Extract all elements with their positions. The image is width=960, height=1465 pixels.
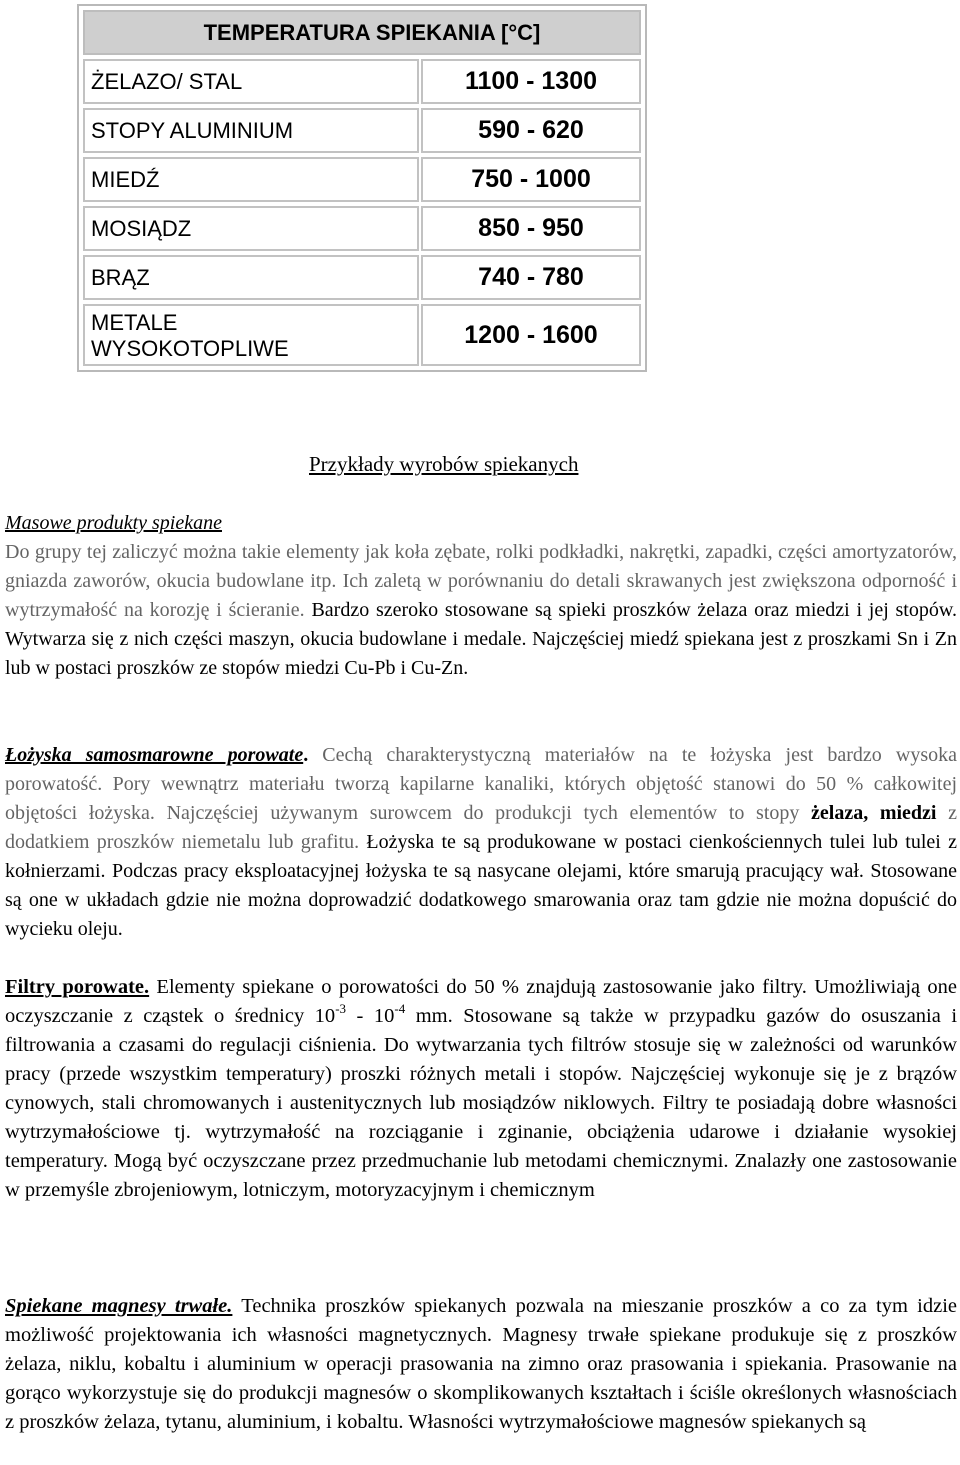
table-row-name-line: WYSOKOTOPLIWE: [91, 336, 289, 361]
section-body: [5, 538, 957, 683]
paragraph-text: mm.: [415, 1005, 453, 1027]
paragraph-text: Filtry te posiadają dobre własności wytrzymałościowe tj. wytrzymałość na rozciąganie i zginanie, obciążenia udarowe i działanie wysokiej temperatury.: [5, 1092, 958, 1172]
paragraph-text: Stosowane są także w przypadku gazów do osuszania i filtrowania a czasami do regulacji ciśnienia.: [5, 1005, 958, 1056]
paragraph-text: Magnesy trwałe spiekane produkuje się z proszków żelaza, niklu, kobaltu i aluminium w operacji prasowania na zimno oraz prasowania i spiekania.: [5, 1324, 958, 1375]
table-row-value: 590 - 620: [421, 108, 641, 153]
table-row-value: 1100 - 1300: [421, 59, 641, 104]
section-filters: [5, 973, 957, 1205]
section-title: Łożyska samosmarowne porowate: [5, 744, 304, 766]
exponent: -4: [394, 1001, 406, 1016]
table-row-name: STOPY ALUMINIUM: [83, 108, 419, 153]
table-row-name-line: METALE: [91, 310, 178, 335]
section-magnets: [5, 1292, 957, 1437]
paragraph-text: Najczęściej miedź spiekana jest z proszkami Sn i Zn lub w postaci proszków ze stopów miedzi Cu-Pb i Cu-Zn.: [5, 628, 957, 679]
paragraph-text: Łożyska te są produkowane w postaci cienkościennych tulei lub tulei z kołnierzami.: [5, 831, 958, 882]
paragraph-text: Do wytwarzania tych filtrów stosuje się w zależności od warunków pracy (przede wszystkim temperatury) proszki różnych metali i stopów.: [5, 1034, 958, 1085]
table-header: TEMPERATURA SPIEKANIA [°C]: [83, 10, 641, 55]
paragraph-text: żelaza, miedzi: [811, 802, 937, 824]
table-row-name: [83, 304, 419, 366]
paragraph-text: Znalazły one zastosowanie w przemyśle zbrojeniowym, lotniczym, motoryzacyjnym i chemicznym: [5, 1150, 958, 1201]
page-heading: Przykłady wyrobów spiekanych: [309, 452, 579, 476]
sintering-temperature-table: [77, 4, 647, 372]
paragraph-text: Umożliwiają one oczyszczanie z cząstek o średnicy 10: [5, 976, 958, 1027]
table-row-value: 740 - 780: [421, 255, 641, 300]
paragraph-text: Mogą być oczyszczane przez przedmuchanie lub metodami chemicznymi.: [113, 1150, 729, 1172]
paragraph-text: z dodatkiem proszków niemetalu lub grafitu.: [5, 802, 957, 853]
section-title: Filtry porowate.: [5, 976, 150, 998]
table-row-name: MOSIĄDZ: [83, 206, 419, 251]
paragraph-text: Pory wewnątrz materiału tworzą kapilarne kanaliki, których objętość stanowi do 50 % całkowitej objętości łożyska.: [5, 773, 958, 824]
table-row-value: 850 - 950: [421, 206, 641, 251]
table-row-name: BRĄZ: [83, 255, 419, 300]
table-row-value: 1200 - 1600: [421, 304, 641, 366]
paragraph-text: Cechą charakterystyczną materiałów na te łożyska jest bardzo wysoka porowatość.: [5, 744, 957, 795]
paragraph-text: Elementy spiekane o porowatości do 50 % znajdują zastosowanie jako filtry.: [156, 976, 807, 998]
table-row-name: MIEDŹ: [83, 157, 419, 202]
paragraph-text: Technika proszków spiekanych pozwala na mieszanie proszków a co za tym idzie możliwość projektowania ich własności magnetycznych.: [5, 1295, 957, 1346]
paragraph-text: Najczęściej używanym surowcem do produkcji tych elementów to stopy: [166, 802, 800, 824]
paragraph-text: Prasowanie na gorąco wykorzystuje się do produkcji magnesów o skomplikowanych kształtach i ściśle określonych własnościach z proszków żelaza, tytanu, aluminium, i kobaltu.: [5, 1353, 957, 1433]
table-row-value: 750 - 1000: [421, 157, 641, 202]
paragraph-text: Bardzo szeroko stosowane są spieki proszków żelaza oraz miedzi i jej stopów. Wytwarza się z nich części maszyn, okucia budowlane i medale.: [5, 599, 958, 650]
section-mass-products: [5, 509, 957, 683]
section-bearings: Łożyska samosmarowne porowate. Cechą charakterystyczną materiałów na te łożyska jest bardzo wysoka porowatość. Pory wewnątrz materiału tworzą kapilarne kanaliki, których objętość stanowi do 50 % całkowitej objętości łożyska. Najczęściej używanym surowcem do produkcji tych elementów to stopy żelaza, miedzi z dodatkiem proszków niemetalu lub grafitu. Łożyska te są produkowane w postaci cienkościennych tulei lub tulei z kołnierzami. Podczas pracy eksploatacyjnej łożyska te są nasycane olejami, które smarują pracujący wał. Stosowane są one w układach gdzie nie można doprowadzić dodatkowego smarowania oraz tam gdzie nie można dopuścić do wycieku oleju.: [5, 744, 958, 940]
paragraph-text: - 10: [356, 1005, 395, 1027]
section-title: Spiekane magnesy trwałe.: [5, 1295, 233, 1317]
paragraph-text: Podczas pracy eksploatacyjnej łożyska te są nasycane olejami, które smarują pracujący wał.: [112, 860, 864, 882]
paragraph-text: Własności wytrzymałościowe magnesów spiekanych są: [408, 1411, 866, 1433]
exponent: -3: [335, 1001, 347, 1016]
table-row-name: ŻELAZO/ STAL: [83, 59, 419, 104]
paragraph-text: Do grupy tej zaliczyć można takie elementy jak koła zębate, rolki podkładki, nakrętki, zapadki, części amortyzatorów, gniazda zaworów, okucia budowlane itp. Ich zaletą w porównaniu do detali skrawanych jest zwiększona odporność i wytrzymałość na korozję i ścieranie.: [5, 541, 957, 621]
paragraph-text: Stosowane są one w układach gdzie nie można doprowadzić dodatkowego smarowania oraz tam gdzie nie można dopuścić do wycieku oleju.: [5, 860, 958, 940]
paragraph-text: Najczęściej wykonuje się je z brązów cynowych, stali chromowanych i austenitycznych lub mosiądzów niklowych.: [5, 1063, 958, 1114]
section-title: Masowe produkty spiekane: [5, 512, 222, 534]
